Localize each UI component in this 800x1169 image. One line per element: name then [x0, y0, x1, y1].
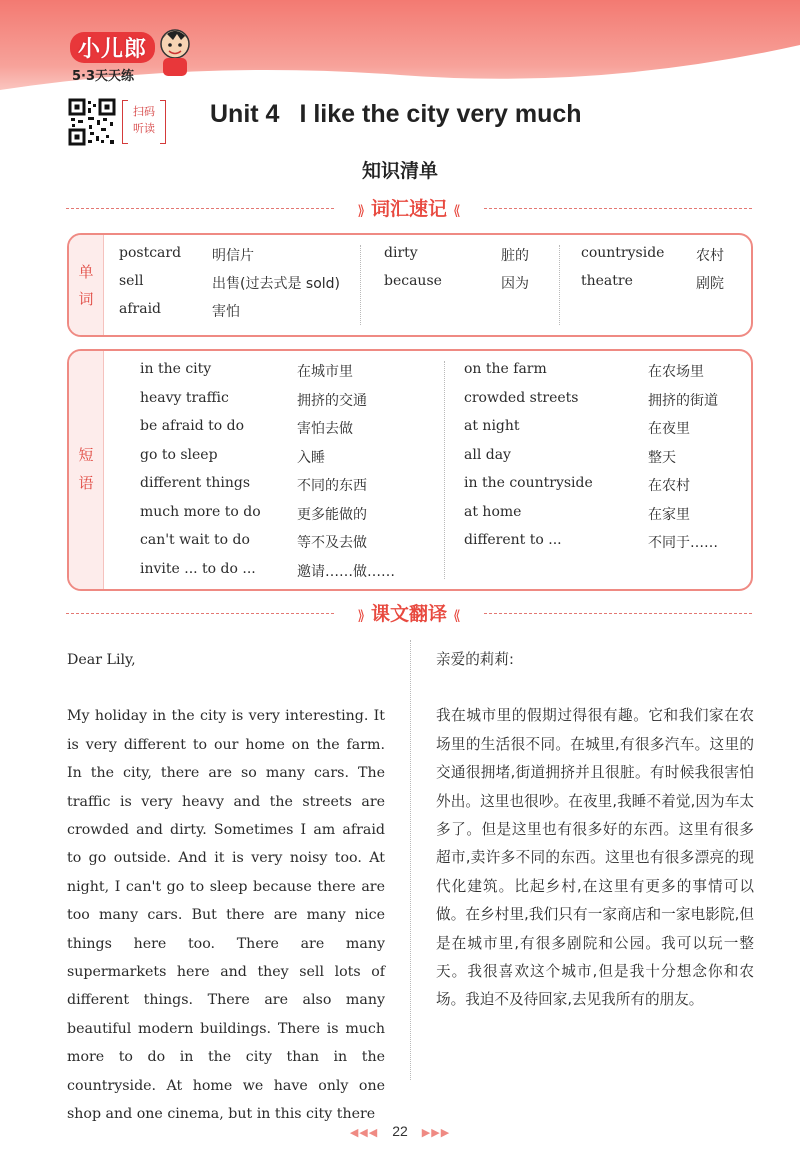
phrase-english: be afraid to do [140, 418, 245, 434]
phrase-chinese: 入睡 [297, 449, 325, 466]
unit-number: Unit 4 [210, 100, 280, 128]
phrase-english: on the farm [464, 361, 547, 377]
column-divider [410, 640, 411, 1080]
phrase-chinese: 在城市里 [297, 364, 353, 380]
arrow-left-icon: ⟪ [453, 203, 461, 219]
phrase-chinese: 在夜里 [648, 421, 690, 437]
phrase-chinese: 邀请……做…… [297, 563, 395, 580]
phrases-tab-char-1: 短 [78, 446, 94, 464]
phrase-english: crowded streets [464, 389, 579, 406]
unit-name: I like the city very much [299, 100, 582, 128]
arrow-right-icon: ⟫ [357, 608, 365, 624]
phrase-english: different to ... [464, 532, 562, 548]
arrow-right-icon: ⟫ [357, 203, 365, 219]
phrase-chinese: 在农场里 [648, 364, 704, 380]
unit-title [210, 100, 630, 129]
page-footer [0, 1123, 800, 1139]
phrase-english: different things [140, 475, 251, 491]
brand-name: 小儿郎 [70, 32, 155, 63]
phrase-chinese: 整天 [648, 449, 676, 466]
letter-chinese [436, 646, 754, 1015]
brand-logo [70, 32, 155, 84]
phrase-english: at home [464, 503, 522, 520]
phrase-english: in the countryside [464, 475, 593, 491]
phrases-tab [69, 351, 104, 589]
words-tab [69, 235, 104, 335]
qr-label-line-2: 听读 [133, 122, 155, 135]
prev-page-icon: ◀◀◀ [349, 1127, 379, 1139]
section-title-vocab: 词汇速记 [370, 198, 447, 220]
section-divider-translation [66, 602, 752, 626]
phrase-chinese: 在农村 [648, 478, 690, 494]
phrase-chinese: 在家里 [648, 506, 690, 523]
words-tab-char-1: 单 [78, 263, 94, 281]
letter-chinese-body: 我在城市里的假期过得很有趣。它和我们家在农场里的生活很不同。在城里,有很多汽车。这里的交通很拥堵,街道拥挤并且很脏。有时候我很害怕外出。这里也很吵。在夜里,我睡不着觉,因为车太多了。但是这里也有很多好的东西。这里有很多超市,卖许多不同的东西。这里也有很多漂亮的现代化建筑。比起乡村,在这里有更多的事情可以做。在乡村里,我们只有一家商店和一家电影院,但是在城市里,有很多剧院和公园。我可以玩一整天。我很喜欢这个城市,但是我十分想念你和农场。我迫不及待回家,去见我所有的朋友。 [436, 707, 754, 1009]
brand-series: 5·3天天练 [72, 69, 135, 84]
mascot-boy-icon [155, 26, 195, 78]
phrase-chinese: 拥挤的街道 [648, 392, 718, 409]
letter-english [67, 646, 385, 1129]
phrase-english: can't wait to do [140, 532, 250, 548]
section-divider-vocab [66, 197, 752, 221]
phrase-chinese: 不同的东西 [297, 478, 367, 494]
phrase-chinese: 不同于…… [648, 535, 718, 551]
phrase-english: all day [464, 446, 511, 463]
phrase-chinese: 拥挤的交通 [297, 392, 367, 409]
section-title-translation: 课文翻译 [370, 603, 447, 625]
arrow-left-icon: ⟪ [453, 608, 461, 624]
phrases-box [67, 349, 753, 591]
next-page-icon: ▶▶▶ [421, 1127, 451, 1139]
phrases-tab-char-2: 语 [78, 474, 94, 492]
phrase-chinese: 害怕去做 [297, 421, 353, 437]
phrase-chinese: 更多能做的 [297, 506, 367, 523]
letter-chinese-greeting: 亲爱的莉莉: [436, 651, 514, 668]
words-tab-char-2: 词 [78, 290, 94, 308]
phrase-chinese: 等不及去做 [297, 535, 367, 551]
page-subtitle: 知识清单 [361, 160, 438, 182]
phrase-english: go to sleep [140, 446, 218, 463]
phrase-english: invite ... to do ... [140, 560, 256, 577]
qr-label-line-1: 扫码 [133, 105, 155, 118]
phrase-english: at night [464, 418, 520, 434]
page-number: 22 [392, 1123, 408, 1139]
letter-english-greeting: Dear Lily, [67, 652, 136, 668]
letter-english-body: My holiday in the city is very interesting. It is very different to our home on the farm. In the city, there are so many cars. The traffic is very heavy and the streets are crowded and dirty. Sometimes I am afraid to go outside. And it is very noisy too. At night, I can't go to sleep because there are too many cars. But there are many nice things here too. There are many supermarkets here and they sell lots of different things. There are also many beautiful modern buildings. There is much more to do in the city than in the countryside. At home we have only one shop and one cinema, but in this city there [67, 708, 385, 1123]
words-box: 单 词 postcard 明信片 sell 出售(过去式是 sold) afraid 害怕 dirty 脏的 because 因为 countryside 农村 theatre 剧院 [67, 233, 753, 337]
phrase-english: much more to do [140, 503, 261, 520]
scan-to-listen-label [122, 100, 166, 145]
phrase-english: in the city [140, 361, 212, 377]
phrase-english: heavy traffic [140, 389, 229, 406]
qr-code-icon[interactable] [68, 98, 116, 146]
